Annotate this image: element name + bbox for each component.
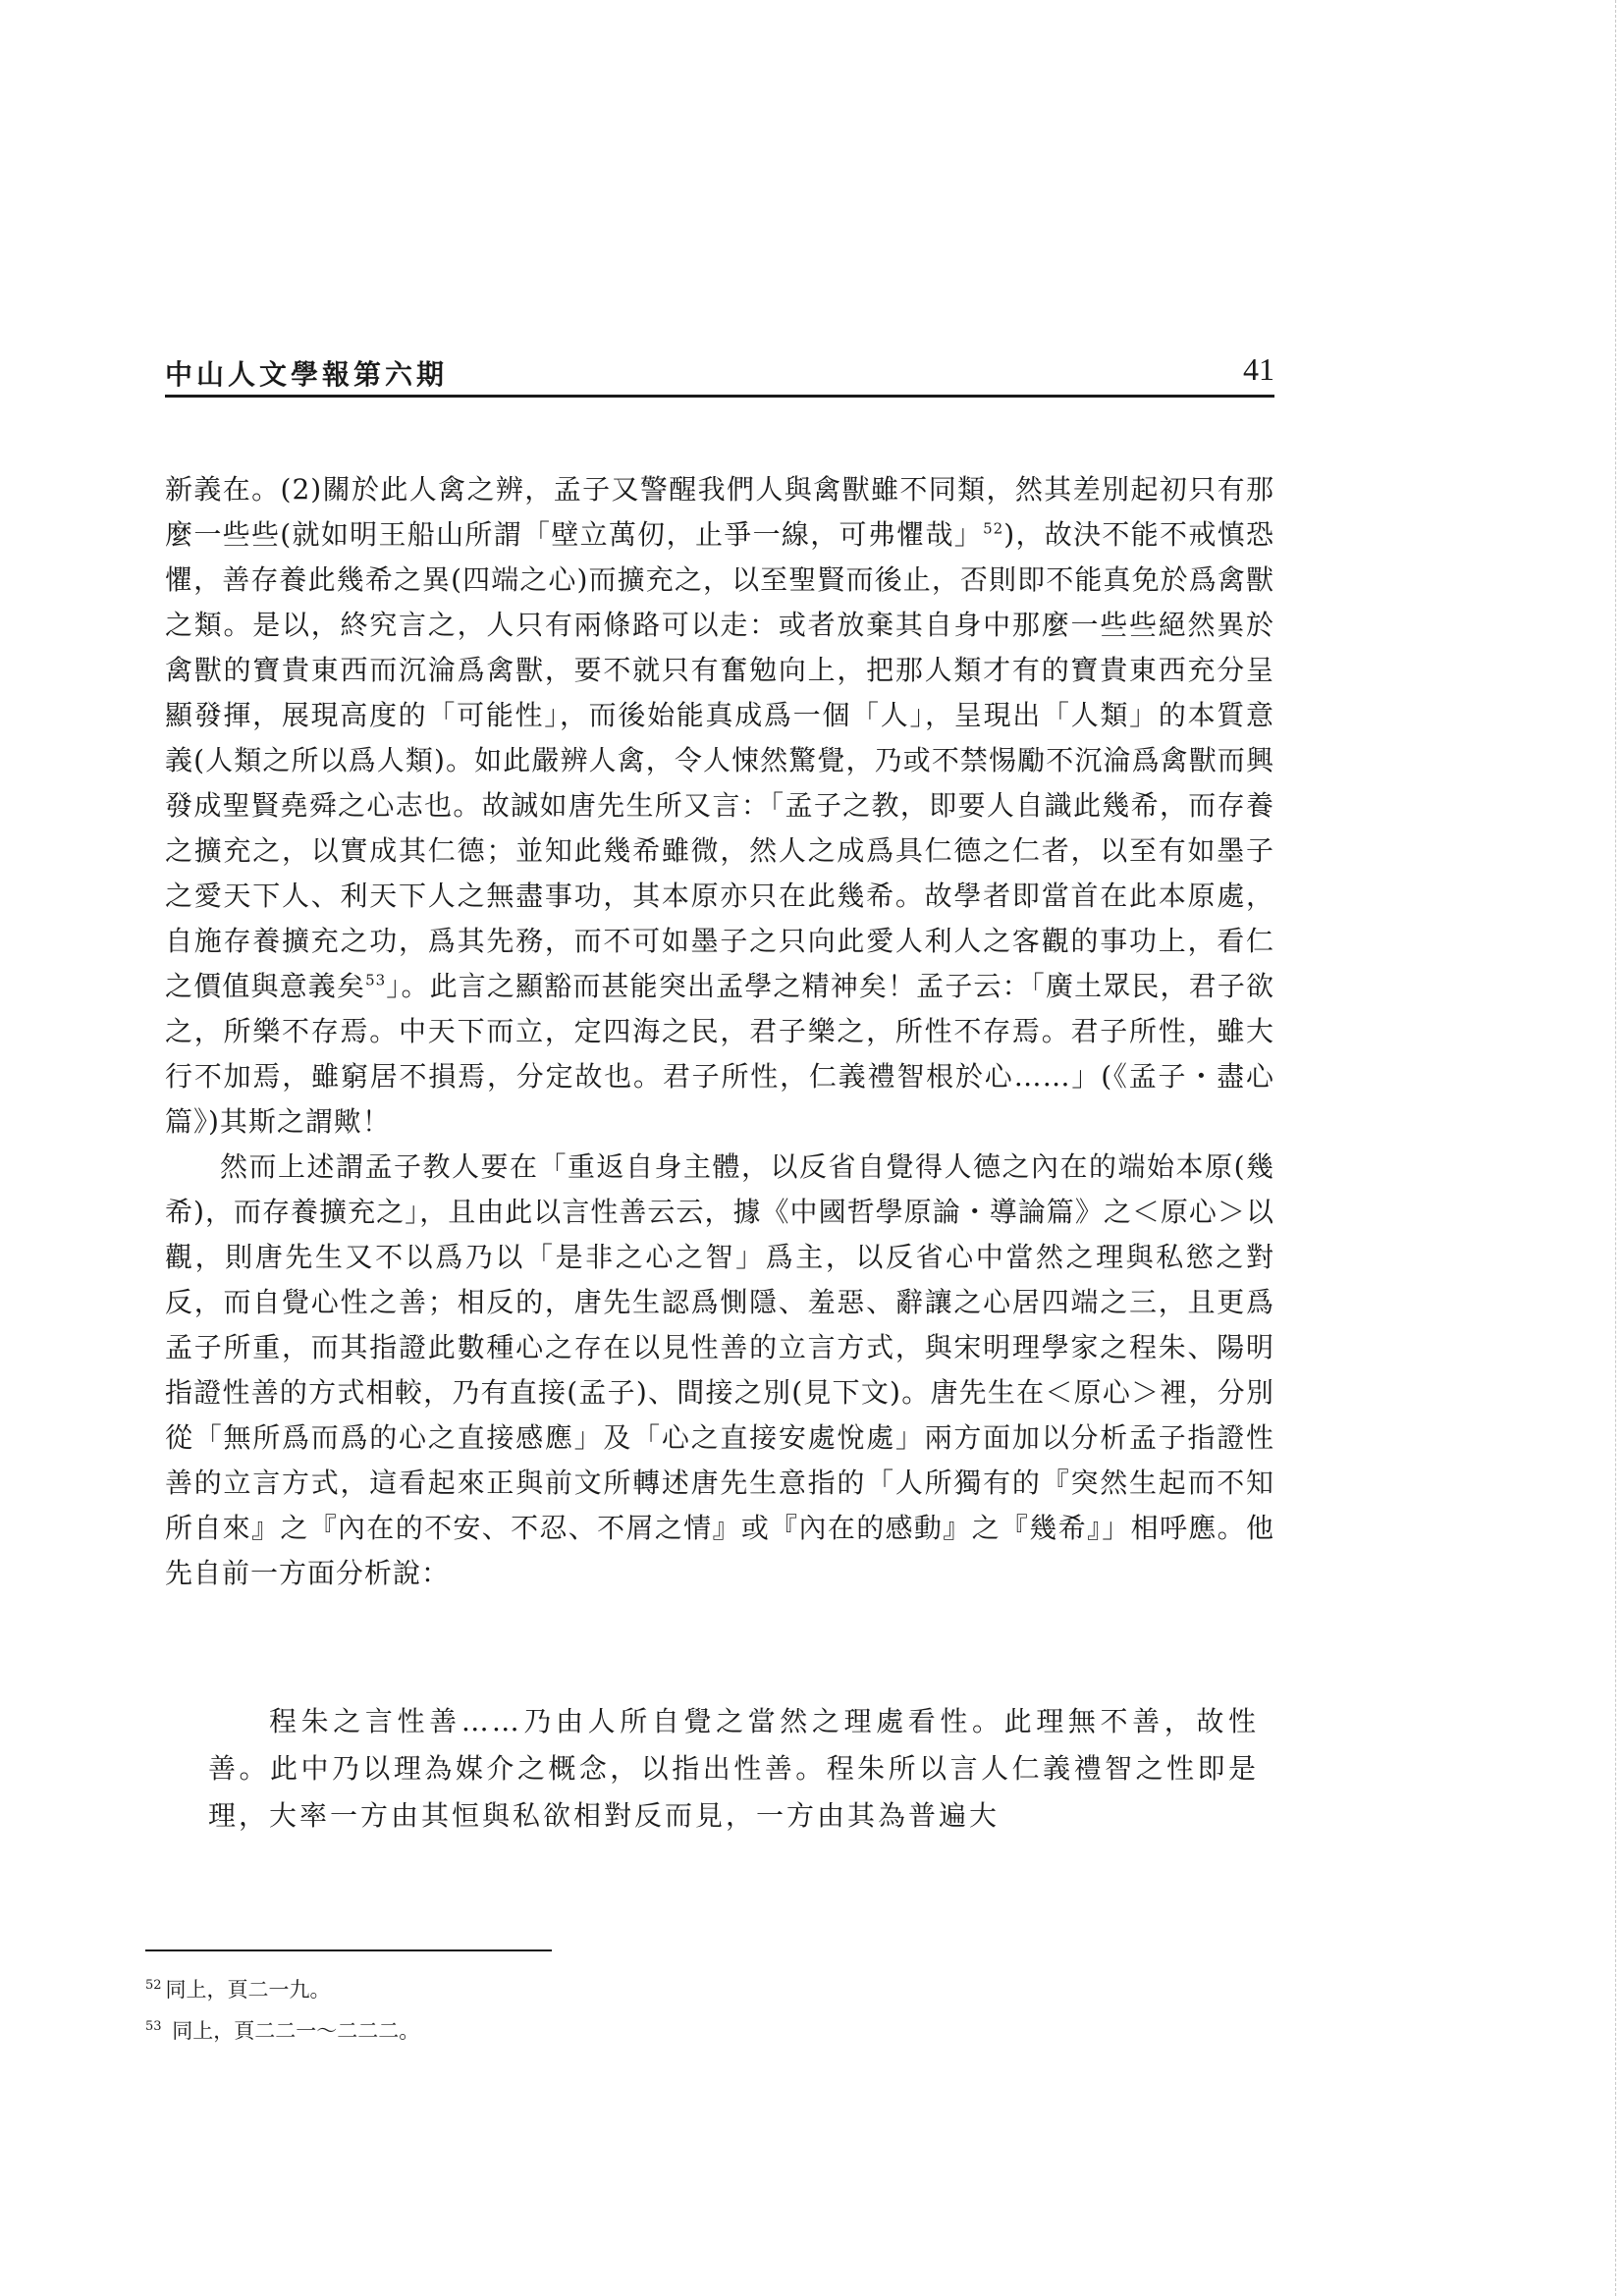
scan-edge-line	[1615, 0, 1616, 2296]
block-quote-text: 程朱之言性善……乃由人所自覺之當然之理處看性。此理無不善，故性善。此中乃以理為媒介之概念，以指出性善。程朱所以言人仁義禮智之性即是理，大率一方由其恒與私欲相對反而見，一方由其為普遍大	[208, 1705, 1259, 1832]
footnote-mark: 52	[145, 1978, 162, 1993]
paragraph-1	[165, 467, 1274, 1145]
block-quote	[208, 1698, 1259, 1840]
paragraph-2: 然而上述謂孟子教人要在「重返自身主體，以反省自覺得人德之內在的端始本原(幾希)，而存養擴充之」，且由此以言性善云云，據《中國哲學原論・導論篇》之＜原心＞以觀，則唐先生又不以爲乃以「是非之心之智」爲主，以反省心中當然之理與私慾之對反，而自覺心性之善；相反的，唐先生認爲惻隱、羞惡、辭讓之心居四端之三，且更爲孟子所重，而其指證此數種心之存在以見性善的立言方式，與宋明理學家之程朱、陽明指證性善的方式相較，乃有直接(孟子)、間接之別(見下文)。唐先生在＜原心＞裡，分別從「無所爲而爲的心之直接感應」及「心之直接安處悅處」兩方面加以分析孟子指證性善的立言方式，這看起來正與前文所轉述唐先生意指的「人所獨有的『突然生起而不知所自來』之『內在的不安、不忍、不屑之情』或『內在的感動』之『幾希』」相呼應。他先自前一方面分析說：	[165, 1150, 1274, 1589]
footnote-divider	[145, 1949, 552, 1951]
footnote-ref-53[interactable]: 53	[365, 971, 387, 989]
footnote-mark: 53	[145, 2019, 162, 2034]
footnotes	[145, 1969, 419, 2052]
body-text	[165, 467, 1274, 1596]
footnote-ref-52[interactable]: 52	[983, 519, 1004, 538]
paragraph-1-part-a: 新義在。(2)關於此人禽之辨，孟子又警醒我們人與禽獸雖不同類，然其差別起初只有那麼一些些(就如明王船山所謂「壁立萬仞，止爭一線，可弗懼哉」	[165, 473, 1274, 551]
footnote-52	[145, 1969, 419, 2010]
paragraph-1-part-b: )，故決不能不戒慎恐懼，善存養此幾希之異(四端之心)而擴充之，以至聖賢而後止，否則即不能真免於爲禽獸之類。是以，終究言之，人只有兩條路可以走：或者放棄其自身中那麼一些些絕然異於禽獸的寶貴東西而沉淪爲禽獸，要不就只有奮勉向上，把那人類才有的寶貴東西充分呈顯發揮，展現高度的「可能性」，而後始能真成爲一個「人」，呈現出「人類」的本質意義(人類之所以爲人類)。如此嚴辨人禽，令人悚然驚覺，乃或不禁惕勵不沉淪爲禽獸而興發成聖賢堯舜之心志也。故誠如唐先生所又言：「孟子之教，即要人自識此幾希，而存養之擴充之，以實成其仁德；並知此幾希雖微，然人之成爲具仁德之仁者，以至有如墨子之愛天下人、利天下人之無盡事功，其本原亦只在此幾希。故學者即當首在此本原處，自施存養擴充之功，爲其先務，而不可如墨子之只向此愛人利人之客觀的事功上，看仁之價值與意義矣	[165, 518, 1274, 1002]
footnote-text: 同上，頁二一九。	[165, 1978, 331, 2002]
footnote-text: 同上，頁二二一～二二二。	[165, 2019, 420, 2043]
running-header	[165, 351, 1274, 398]
footnote-53	[145, 2010, 419, 2052]
journal-title: 中山人文學報第六期	[165, 358, 449, 391]
paragraph-1-part-c: 」。此言之顯豁而甚能突出孟學之精神矣！孟子云：「廣土眾民，君子欲之，所樂不存焉。中天下而立，定四海之民，君子樂之，所性不存焉。君子所性，雖大行不加焉，雖窮居不損焉，分定故也。君子所性，仁義禮智根於心……」(《孟子・盡心篇》)其斯之謂歟！	[165, 970, 1274, 1138]
page-number: 41	[1243, 351, 1274, 387]
